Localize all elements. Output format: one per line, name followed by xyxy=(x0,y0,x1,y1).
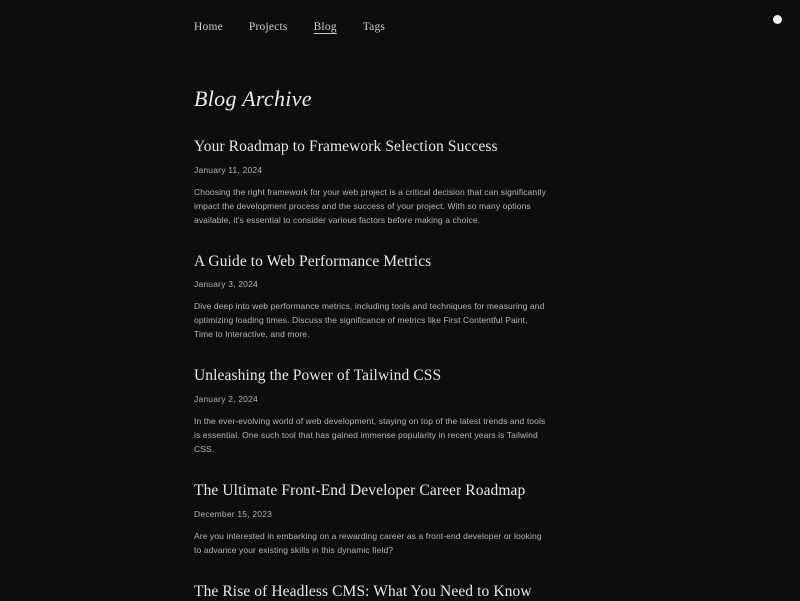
post-excerpt: Choosing the right framework for your web project is a critical decision that can significantly impact the development process and the success of your project. With so many options available, it's essential to consider various factors before making a choice. xyxy=(194,186,547,225)
post-title[interactable]: Unleashing the Power of Tailwind CSS xyxy=(194,367,442,385)
post-excerpt: Are you interested in embarking on a rewarding career as a front-end developer or looking to advance your existing skills in this dynamic field? xyxy=(194,530,542,555)
blog-archive-content xyxy=(0,42,554,601)
nav-item-home[interactable]: Home xyxy=(194,21,223,34)
nav-item-projects[interactable]: Projects xyxy=(248,21,288,34)
blog-post-item xyxy=(194,482,546,557)
post-date: January 3, 2024 xyxy=(194,279,258,290)
blog-post-item xyxy=(194,583,546,601)
post-date: January 2, 2024 xyxy=(194,393,258,404)
page-title: Blog Archive xyxy=(194,86,312,111)
theme-toggle-circle-icon[interactable] xyxy=(773,15,782,24)
post-title[interactable]: The Rise of Headless CMS: What You Need to Know xyxy=(194,582,532,600)
blog-post-item xyxy=(194,253,546,342)
post-title[interactable]: The Ultimate Front-End Developer Career Roadmap xyxy=(194,481,526,499)
blog-post-item xyxy=(194,367,546,456)
nav-item-tags[interactable]: Tags xyxy=(362,21,386,34)
nav-item-blog[interactable]: Blog xyxy=(313,21,337,34)
post-date: January 11, 2024 xyxy=(194,164,263,175)
post-excerpt: Dive deep into web performance metrics, including tools and techniques for measuring and optimizing loading times. Discuss the significance of metrics like First Contentful Paint, Time to Interactive, and more. xyxy=(194,301,545,340)
main-navigation xyxy=(0,0,800,42)
post-date: December 15, 2023 xyxy=(194,508,273,519)
post-title[interactable]: Your Roadmap to Framework Selection Success xyxy=(194,138,498,155)
post-title[interactable]: A Guide to Web Performance Metrics xyxy=(194,252,432,270)
blog-post-item xyxy=(194,138,546,227)
post-excerpt: In the ever-evolving world of web development, staying on top of the latest trends and tools is essential. One such tool that has gained immense popularity in recent years is Tailwind CSS. xyxy=(194,415,546,454)
